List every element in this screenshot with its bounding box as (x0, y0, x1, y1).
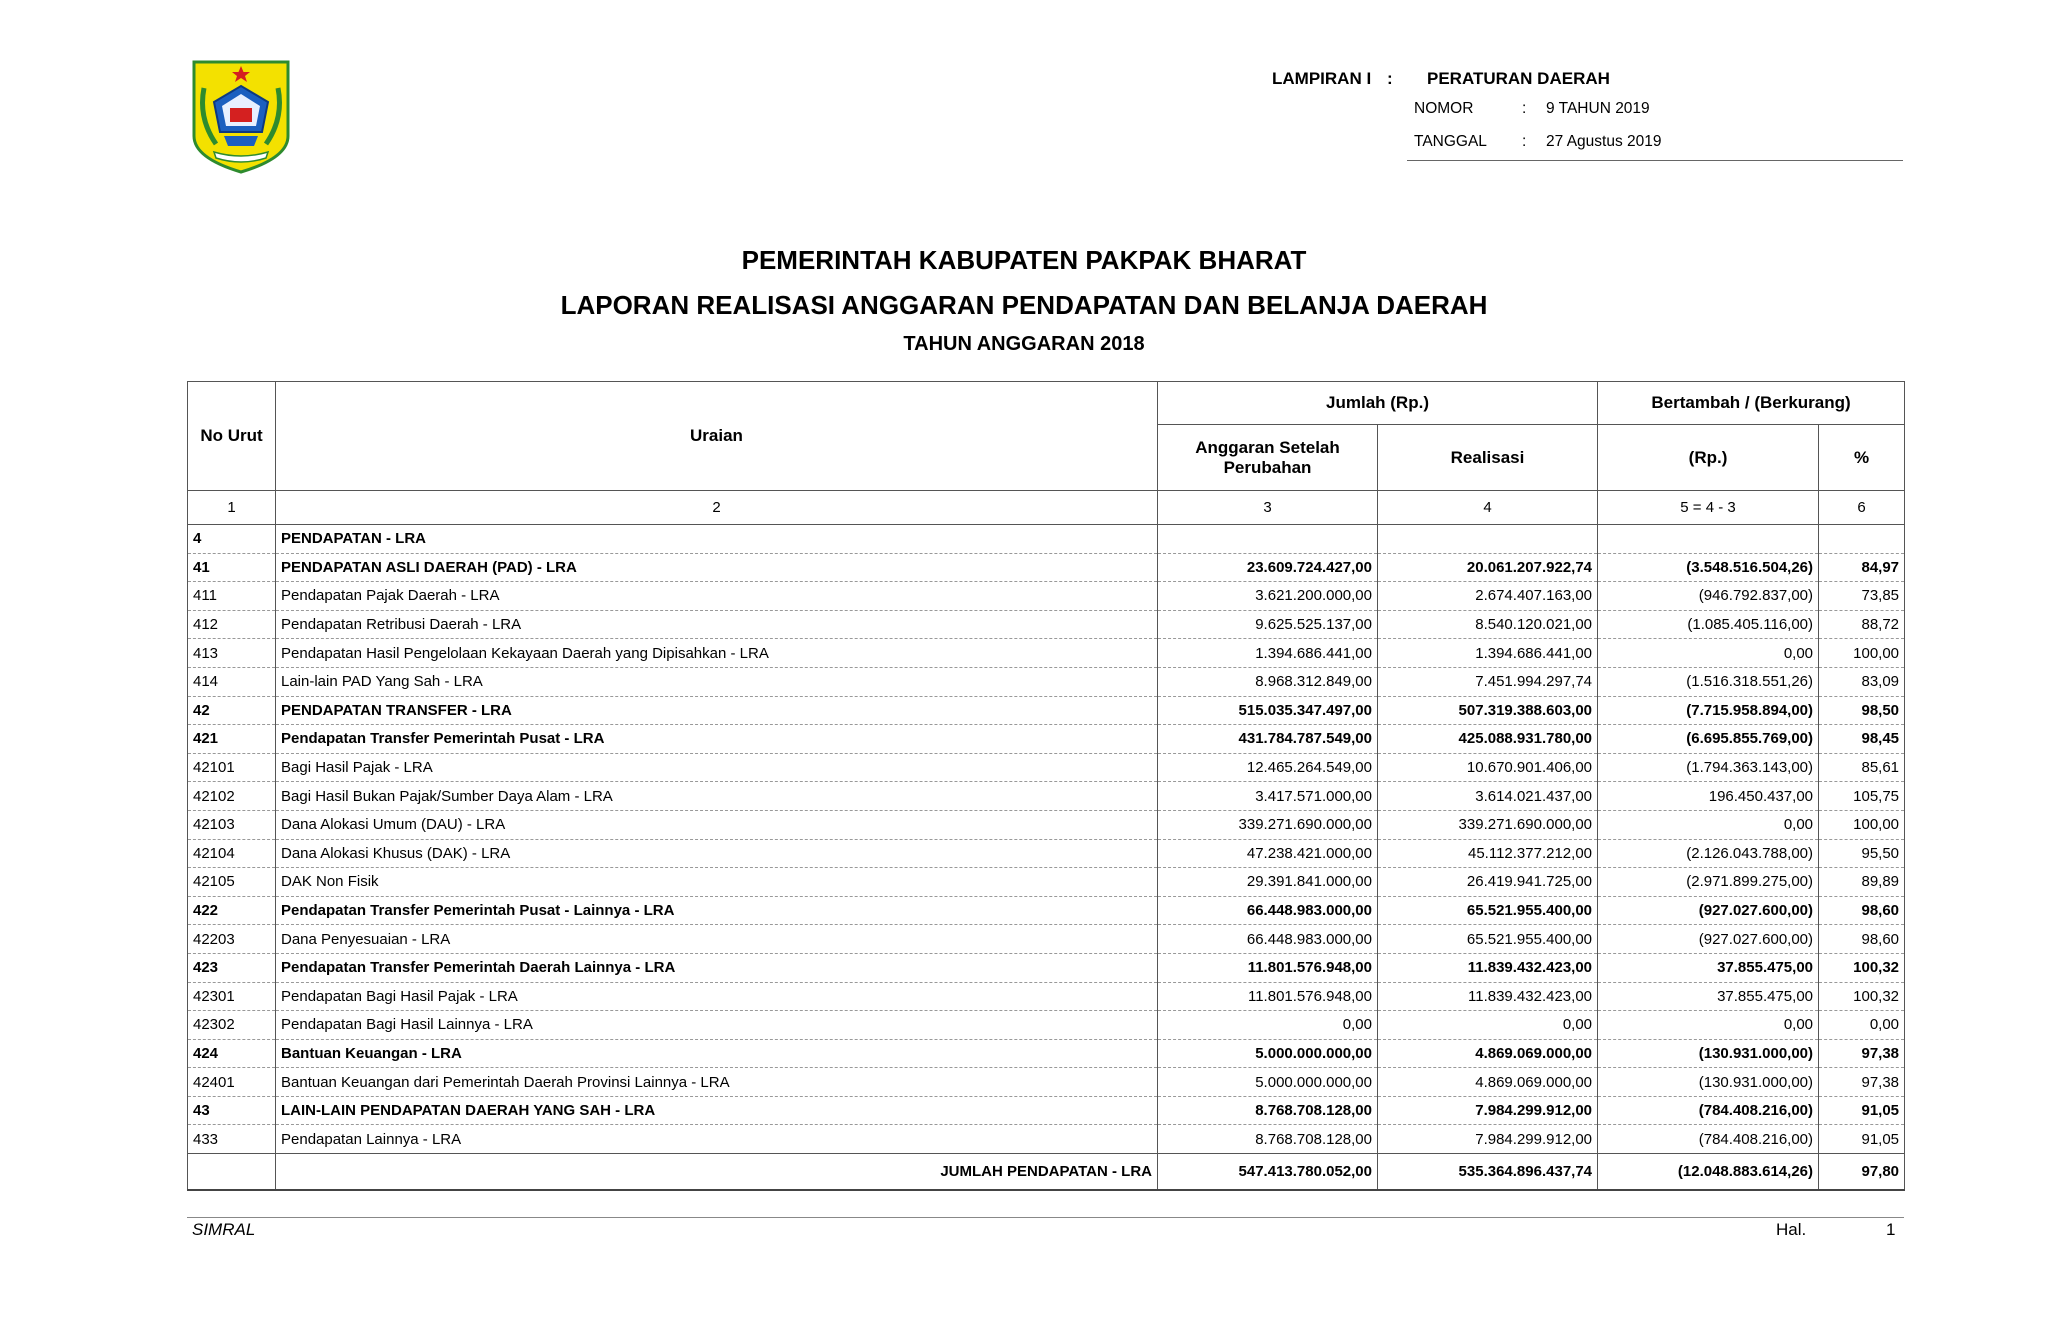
row-anggaran: 5.000.000.000,00 (1158, 1039, 1378, 1068)
table-row (188, 1011, 1905, 1040)
row-anggaran: 66.448.983.000,00 (1158, 896, 1378, 925)
total-persen: 97,80 (1819, 1154, 1905, 1191)
row-code: 42302 (188, 1011, 276, 1040)
table-row (188, 782, 1905, 811)
column-number: 6 (1819, 491, 1905, 525)
table-row (188, 868, 1905, 897)
row-realisasi: 20.061.207.922,74 (1378, 553, 1598, 582)
column-number-row (188, 491, 1905, 525)
row-code: 42102 (188, 782, 276, 811)
header-persen: % (1819, 425, 1905, 491)
row-code: 42 (188, 696, 276, 725)
row-anggaran: 12.465.264.549,00 (1158, 753, 1378, 782)
header-jumlah: Jumlah (Rp.) (1158, 382, 1598, 425)
row-anggaran: 5.000.000.000,00 (1158, 1068, 1378, 1097)
column-number: 2 (276, 491, 1158, 525)
row-anggaran: 515.035.347.497,00 (1158, 696, 1378, 725)
row-persen: 91,05 (1819, 1096, 1905, 1125)
total-label: JUMLAH PENDAPATAN - LRA (276, 1154, 1158, 1191)
tanggal-label: TANGGAL (1414, 132, 1487, 150)
row-anggaran: 23.609.724.427,00 (1158, 553, 1378, 582)
row-code: 42103 (188, 810, 276, 839)
row-description: PENDAPATAN ASLI DAERAH (PAD) - LRA (276, 553, 1158, 582)
row-persen: 98,45 (1819, 725, 1905, 754)
row-code: 423 (188, 953, 276, 982)
row-realisasi: 339.271.690.000,00 (1378, 810, 1598, 839)
header-rp: (Rp.) (1598, 425, 1819, 491)
row-realisasi: 26.419.941.725,00 (1378, 868, 1598, 897)
row-selisih: (130.931.000,00) (1598, 1068, 1819, 1097)
table-row (188, 953, 1905, 982)
header-uraian: Uraian (276, 382, 1158, 491)
row-description: Pendapatan Lainnya - LRA (276, 1125, 1158, 1154)
row-persen: 97,38 (1819, 1068, 1905, 1097)
row-description: Dana Penyesuaian - LRA (276, 925, 1158, 954)
row-selisih: (927.027.600,00) (1598, 925, 1819, 954)
row-code: 411 (188, 582, 276, 611)
row-code: 43 (188, 1096, 276, 1125)
row-selisih: (2.971.899.275,00) (1598, 868, 1819, 897)
row-anggaran: 8.968.312.849,00 (1158, 667, 1378, 696)
row-persen: 89,89 (1819, 868, 1905, 897)
report-table (187, 381, 1905, 1191)
table-row (188, 610, 1905, 639)
row-code: 42105 (188, 868, 276, 897)
table-row (188, 1125, 1905, 1154)
row-code: 42101 (188, 753, 276, 782)
header-bertambah: Bertambah / (Berkurang) (1598, 382, 1905, 425)
row-realisasi: 507.319.388.603,00 (1378, 696, 1598, 725)
table-row (188, 525, 1905, 554)
row-persen: 83,09 (1819, 667, 1905, 696)
row-code: 42104 (188, 839, 276, 868)
row-description: Lain-lain PAD Yang Sah - LRA (276, 667, 1158, 696)
row-description: Bantuan Keuangan - LRA (276, 1039, 1158, 1068)
table-row (188, 553, 1905, 582)
row-realisasi: 11.839.432.423,00 (1378, 982, 1598, 1011)
lampiran-block (1272, 66, 1662, 158)
total-anggaran: 547.413.780.052,00 (1158, 1154, 1378, 1191)
footer-page-label: Hal. (1776, 1220, 1807, 1239)
row-description: Dana Alokasi Umum (DAU) - LRA (276, 810, 1158, 839)
header-anggaran: Anggaran Setelah Perubahan (1158, 425, 1378, 491)
nomor-label: NOMOR (1414, 99, 1474, 117)
regency-emblem-icon (190, 58, 292, 174)
row-persen: 100,00 (1819, 639, 1905, 668)
total-row (188, 1154, 1905, 1191)
row-persen: 98,60 (1819, 896, 1905, 925)
row-realisasi: 65.521.955.400,00 (1378, 896, 1598, 925)
row-realisasi: 2.674.407.163,00 (1378, 582, 1598, 611)
row-selisih: 196.450.437,00 (1598, 782, 1819, 811)
table-row (188, 839, 1905, 868)
page-title-government: PEMERINTAH KABUPATEN PAKPAK BHARAT (741, 245, 1307, 275)
row-code: 422 (188, 896, 276, 925)
row-description: Bagi Hasil Pajak - LRA (276, 753, 1158, 782)
row-persen: 97,38 (1819, 1039, 1905, 1068)
lampiran-value: PERATURAN DAERAH (1427, 69, 1610, 88)
row-selisih: (1.085.405.116,00) (1598, 610, 1819, 639)
row-description: Dana Alokasi Khusus (DAK) - LRA (276, 839, 1158, 868)
table-row (188, 1068, 1905, 1097)
row-description: Pendapatan Retribusi Daerah - LRA (276, 610, 1158, 639)
row-selisih: 0,00 (1598, 1011, 1819, 1040)
page-title-report: LAPORAN REALISASI ANGGARAN PENDAPATAN DAN BELANJA DAERAH (560, 290, 1488, 320)
lampiran-divider (1407, 160, 1903, 161)
column-number: 5 = 4 - 3 (1598, 491, 1819, 525)
row-selisih: (1.516.318.551,26) (1598, 667, 1819, 696)
table-row (188, 982, 1905, 1011)
row-anggaran: 3.621.200.000,00 (1158, 582, 1378, 611)
row-persen: 0,00 (1819, 1011, 1905, 1040)
row-description: Pendapatan Transfer Pemerintah Daerah Lainnya - LRA (276, 953, 1158, 982)
row-code: 421 (188, 725, 276, 754)
row-anggaran: 66.448.983.000,00 (1158, 925, 1378, 954)
nomor-value: 9 TAHUN 2019 (1546, 99, 1650, 117)
row-anggaran: 1.394.686.441,00 (1158, 639, 1378, 668)
table-row (188, 925, 1905, 954)
row-realisasi: 4.869.069.000,00 (1378, 1039, 1598, 1068)
row-selisih: (946.792.837,00) (1598, 582, 1819, 611)
row-realisasi: 7.984.299.912,00 (1378, 1125, 1598, 1154)
row-selisih: (927.027.600,00) (1598, 896, 1819, 925)
row-code: 42301 (188, 982, 276, 1011)
row-anggaran: 8.768.708.128,00 (1158, 1096, 1378, 1125)
row-realisasi: 8.540.120.021,00 (1378, 610, 1598, 639)
row-realisasi: 45.112.377.212,00 (1378, 839, 1598, 868)
footer-app-name: SIMRAL (192, 1220, 256, 1239)
row-description: LAIN-LAIN PENDAPATAN DAERAH YANG SAH - LRA (276, 1096, 1158, 1125)
lampiran-colon: : (1387, 69, 1393, 88)
header-no-urut: No Urut (188, 382, 276, 491)
row-selisih: (784.408.216,00) (1598, 1125, 1819, 1154)
row-code: 414 (188, 667, 276, 696)
row-anggaran: 431.784.787.549,00 (1158, 725, 1378, 754)
row-anggaran: 3.417.571.000,00 (1158, 782, 1378, 811)
table-row (188, 639, 1905, 668)
row-realisasi: 7.451.994.297,74 (1378, 667, 1598, 696)
row-code: 424 (188, 1039, 276, 1068)
row-persen: 100,00 (1819, 810, 1905, 839)
row-persen: 85,61 (1819, 753, 1905, 782)
row-selisih: 37.855.475,00 (1598, 982, 1819, 1011)
row-description: PENDAPATAN TRANSFER - LRA (276, 696, 1158, 725)
row-anggaran: 339.271.690.000,00 (1158, 810, 1378, 839)
row-realisasi: 65.521.955.400,00 (1378, 925, 1598, 954)
row-description: Pendapatan Pajak Daerah - LRA (276, 582, 1158, 611)
row-realisasi: 4.869.069.000,00 (1378, 1068, 1598, 1097)
row-anggaran: 29.391.841.000,00 (1158, 868, 1378, 897)
row-description: Pendapatan Bagi Hasil Lainnya - LRA (276, 1011, 1158, 1040)
row-selisih: (2.126.043.788,00) (1598, 839, 1819, 868)
row-realisasi: 425.088.931.780,00 (1378, 725, 1598, 754)
row-realisasi: 1.394.686.441,00 (1378, 639, 1598, 668)
row-selisih: (7.715.958.894,00) (1598, 696, 1819, 725)
row-persen: 84,97 (1819, 553, 1905, 582)
column-number: 4 (1378, 491, 1598, 525)
footer-page-number: 1 (1886, 1220, 1896, 1239)
row-anggaran: 47.238.421.000,00 (1158, 839, 1378, 868)
row-selisih: 37.855.475,00 (1598, 953, 1819, 982)
footer-divider (187, 1217, 1904, 1218)
tanggal-colon: : (1522, 132, 1527, 150)
row-description: Pendapatan Hasil Pengelolaan Kekayaan Daerah yang Dipisahkan - LRA (276, 639, 1158, 668)
table-row (188, 582, 1905, 611)
report-rows (188, 525, 1905, 1154)
total-realisasi: 535.364.896.437,74 (1378, 1154, 1598, 1191)
total-code-cell (188, 1154, 276, 1191)
row-code: 41 (188, 553, 276, 582)
row-persen: 98,50 (1819, 696, 1905, 725)
row-code: 413 (188, 639, 276, 668)
row-realisasi: 7.984.299.912,00 (1378, 1096, 1598, 1125)
table-row (188, 667, 1905, 696)
row-description: DAK Non Fisik (276, 868, 1158, 897)
row-code: 42401 (188, 1068, 276, 1097)
row-persen: 98,60 (1819, 925, 1905, 954)
row-selisih: (784.408.216,00) (1598, 1096, 1819, 1125)
row-code: 4 (188, 525, 276, 554)
row-realisasi (1378, 525, 1598, 554)
row-realisasi: 10.670.901.406,00 (1378, 753, 1598, 782)
row-selisih: (3.548.516.504,26) (1598, 553, 1819, 582)
table-row (188, 753, 1905, 782)
row-code: 433 (188, 1125, 276, 1154)
row-description: Pendapatan Bagi Hasil Pajak - LRA (276, 982, 1158, 1011)
row-description: Bagi Hasil Bukan Pajak/Sumber Daya Alam - LRA (276, 782, 1158, 811)
table-row (188, 896, 1905, 925)
page-title-year: TAHUN ANGGARAN 2018 (903, 333, 1145, 355)
row-persen: 105,75 (1819, 782, 1905, 811)
row-description: PENDAPATAN - LRA (276, 525, 1158, 554)
row-code: 42203 (188, 925, 276, 954)
total-selisih: (12.048.883.614,26) (1598, 1154, 1819, 1191)
column-number: 3 (1158, 491, 1378, 525)
row-persen: 95,50 (1819, 839, 1905, 868)
row-anggaran: 11.801.576.948,00 (1158, 953, 1378, 982)
row-description: Bantuan Keuangan dari Pemerintah Daerah Provinsi Lainnya - LRA (276, 1068, 1158, 1097)
row-realisasi: 3.614.021.437,00 (1378, 782, 1598, 811)
row-anggaran (1158, 525, 1378, 554)
row-persen: 88,72 (1819, 610, 1905, 639)
row-realisasi: 11.839.432.423,00 (1378, 953, 1598, 982)
row-realisasi: 0,00 (1378, 1011, 1598, 1040)
row-anggaran: 0,00 (1158, 1011, 1378, 1040)
row-anggaran: 11.801.576.948,00 (1158, 982, 1378, 1011)
row-code: 412 (188, 610, 276, 639)
row-anggaran: 9.625.525.137,00 (1158, 610, 1378, 639)
column-number: 1 (188, 491, 276, 525)
header-realisasi: Realisasi (1378, 425, 1598, 491)
row-persen: 73,85 (1819, 582, 1905, 611)
row-persen: 91,05 (1819, 1125, 1905, 1154)
table-row (188, 810, 1905, 839)
row-persen: 100,32 (1819, 982, 1905, 1011)
row-selisih: 0,00 (1598, 639, 1819, 668)
row-persen (1819, 525, 1905, 554)
tanggal-value: 27 Agustus 2019 (1546, 132, 1662, 150)
row-anggaran: 8.768.708.128,00 (1158, 1125, 1378, 1154)
row-selisih: (130.931.000,00) (1598, 1039, 1819, 1068)
table-row (188, 1039, 1905, 1068)
nomor-colon: : (1522, 99, 1527, 117)
lampiran-label: LAMPIRAN I (1272, 69, 1372, 88)
row-description: Pendapatan Transfer Pemerintah Pusat - Lainnya - LRA (276, 896, 1158, 925)
row-selisih (1598, 525, 1819, 554)
table-row (188, 696, 1905, 725)
row-selisih: (6.695.855.769,00) (1598, 725, 1819, 754)
row-persen: 100,32 (1819, 953, 1905, 982)
table-row (188, 1096, 1905, 1125)
row-selisih: (1.794.363.143,00) (1598, 753, 1819, 782)
row-selisih: 0,00 (1598, 810, 1819, 839)
row-description: Pendapatan Transfer Pemerintah Pusat - LRA (276, 725, 1158, 754)
table-row (188, 725, 1905, 754)
